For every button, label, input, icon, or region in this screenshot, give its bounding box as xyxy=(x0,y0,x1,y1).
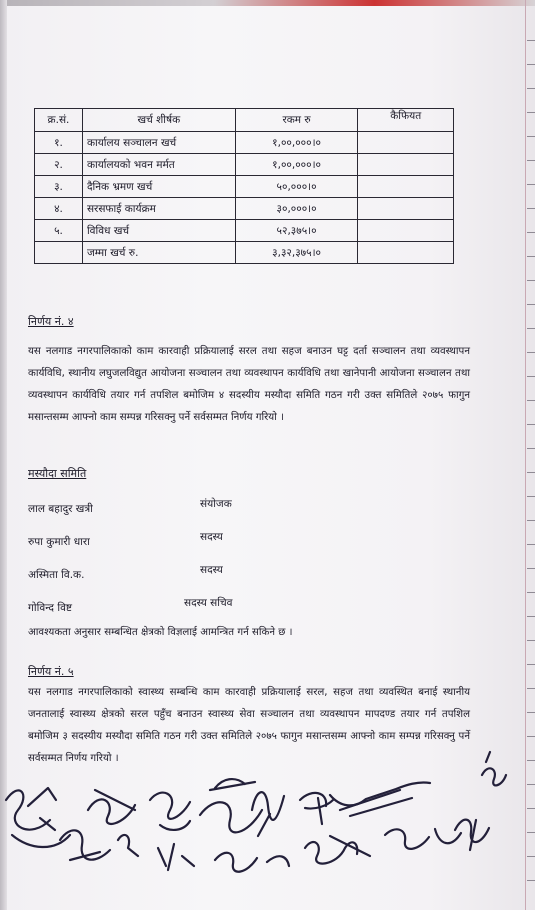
row-title: कार्यालय सञ्चालन खर्च xyxy=(82,132,235,154)
table-row xyxy=(35,154,454,176)
row-sn: ३. xyxy=(35,176,83,198)
committee-heading: मस्यौदा समिति xyxy=(28,467,87,480)
margin-tick xyxy=(527,160,535,161)
table-total-row xyxy=(35,242,454,264)
margin-tick xyxy=(527,208,535,209)
header-title: खर्च शीर्षक xyxy=(82,109,235,132)
margin-tick xyxy=(527,280,535,281)
total-remark xyxy=(358,242,454,264)
margin-tick xyxy=(527,520,535,521)
margin-tick xyxy=(527,352,535,353)
margin-tick xyxy=(527,712,535,713)
margin-tick xyxy=(527,64,535,65)
margin-tick xyxy=(527,640,535,641)
margin-tick xyxy=(527,688,535,689)
row-remark xyxy=(358,220,454,242)
margin-tick xyxy=(527,304,535,305)
margin-tick xyxy=(527,448,535,449)
row-sn: ५. xyxy=(35,220,83,242)
signatures-image xyxy=(0,740,535,910)
row-amount: ३०,०००।० xyxy=(235,198,358,220)
margin-tick xyxy=(527,664,535,665)
total-label: जम्मा खर्च रु. xyxy=(82,242,235,264)
member-name: लाल बहादुर खत्री xyxy=(28,503,93,515)
total-sn xyxy=(35,242,83,264)
table-header-row xyxy=(35,109,454,132)
row-title: सरसफाई कार्यक्रम xyxy=(82,198,235,220)
header-sn: क्र.सं. xyxy=(35,109,83,132)
table-row xyxy=(35,220,454,242)
margin-tick xyxy=(527,472,535,473)
member-role: संयोजक xyxy=(200,498,232,510)
header-amount: रकम रु xyxy=(235,109,358,132)
member-role: सदस्य सचिव xyxy=(184,597,233,609)
row-amount: ५०,०००।० xyxy=(235,176,358,198)
margin-tick xyxy=(527,88,535,89)
committee-note: आवश्यकता अनुसार सम्बन्धित क्षेत्रको विज्ञलाई आमन्त्रित गर्न सकिने छ । xyxy=(28,627,293,638)
expense-table xyxy=(34,108,454,264)
row-title: कार्यालयको भवन मर्मत xyxy=(82,154,235,176)
page-top-edge xyxy=(0,0,535,6)
margin-tick xyxy=(527,496,535,497)
decision-5-heading: निर्णय नं. ५ xyxy=(28,665,74,678)
margin-tick xyxy=(527,376,535,377)
member-role: सदस्य xyxy=(200,531,223,543)
margin-tick xyxy=(527,400,535,401)
table-row xyxy=(35,176,454,198)
row-remark xyxy=(358,154,454,176)
margin-tick xyxy=(527,184,535,185)
header-remark: कैफियत xyxy=(358,109,454,132)
margin-tick xyxy=(527,424,535,425)
member-name: गोविन्द विष्ट xyxy=(28,602,73,614)
decision-5-text: यस नलगाड नगरपालिकाको स्वास्थ्य सम्बन्धि काम कारवाही प्रक्रियालाई सरल, सहज तथा व्यवस्थित बनाई स्थानीय जनतालाई स्वास्थ्य क्षेत्रको सरल पहुँच बनाउन स्वास्थ्य सेवा सञ्चालन तथा व्यवस्थापन मापदण्ड तयार गर्न तपशिल बमोजिम ३ सदस्यीय मस्यौदा समिति गठन गरी उक्त समितिले २०७५ फागुन मसान्तसम्म आफ्नो काम सम्पन्न गरिसक्नु पर्ने सर्वसम्मत निर्णय गरियो । xyxy=(28,687,470,764)
margin-tick xyxy=(527,40,535,41)
row-remark xyxy=(358,176,454,198)
row-amount: १,००,०००।० xyxy=(235,132,358,154)
member-role: सदस्य xyxy=(200,564,223,576)
decision-4-heading: निर्णय नं. ४ xyxy=(28,315,74,328)
margin-tick xyxy=(527,112,535,113)
margin-tick xyxy=(527,568,535,569)
row-remark xyxy=(358,198,454,220)
row-amount: १,००,०००।० xyxy=(235,154,358,176)
margin-tick xyxy=(527,232,535,233)
row-remark xyxy=(358,132,454,154)
margin-tick xyxy=(527,256,535,257)
row-title: दैनिक भ्रमण खर्च xyxy=(82,176,235,198)
margin-tick xyxy=(527,328,535,329)
row-sn: ४. xyxy=(35,198,83,220)
member-name: अस्मिता वि.क. xyxy=(28,569,85,581)
margin-tick xyxy=(527,592,535,593)
total-amount: ३,३२,३७५।० xyxy=(235,242,358,264)
margin-tick xyxy=(527,616,535,617)
row-sn: २. xyxy=(35,154,83,176)
table-row xyxy=(35,198,454,220)
row-amount: ५२,३७५।० xyxy=(235,220,358,242)
row-title: विविध खर्च xyxy=(82,220,235,242)
member-name: रुपा कुमारी धारा xyxy=(28,536,90,548)
margin-tick xyxy=(527,544,535,545)
table-row xyxy=(35,132,454,154)
margin-tick xyxy=(527,736,535,737)
margin-tick xyxy=(527,136,535,137)
row-sn: १. xyxy=(35,132,83,154)
decision-4-text: यस नलगाड नगरपालिकाको काम कारवाही प्रक्रियालाई सरल तथा सहज बनाउन घट्ट दर्ता सञ्चालन तथा व्यवस्थापन कार्यविधि, स्थानीय लघुजलविद्युत आयोजना सञ्चालन तथा व्यवस्थापन कार्यविधि तथा खानेपानी आयोजना सञ्चालन तथा व्यवस्थापन कार्यविधि तयार गर्न तपशिल बमोजिम ४ सदस्यीय मस्यौदा समिति गठन गरी उक्त समितिले २०७५ फागुन मसान्तसम्म आफ्नो काम सम्पन्न गरिसक्नु पर्ने सर्वसम्मत निर्णय गरियो । xyxy=(28,346,470,423)
